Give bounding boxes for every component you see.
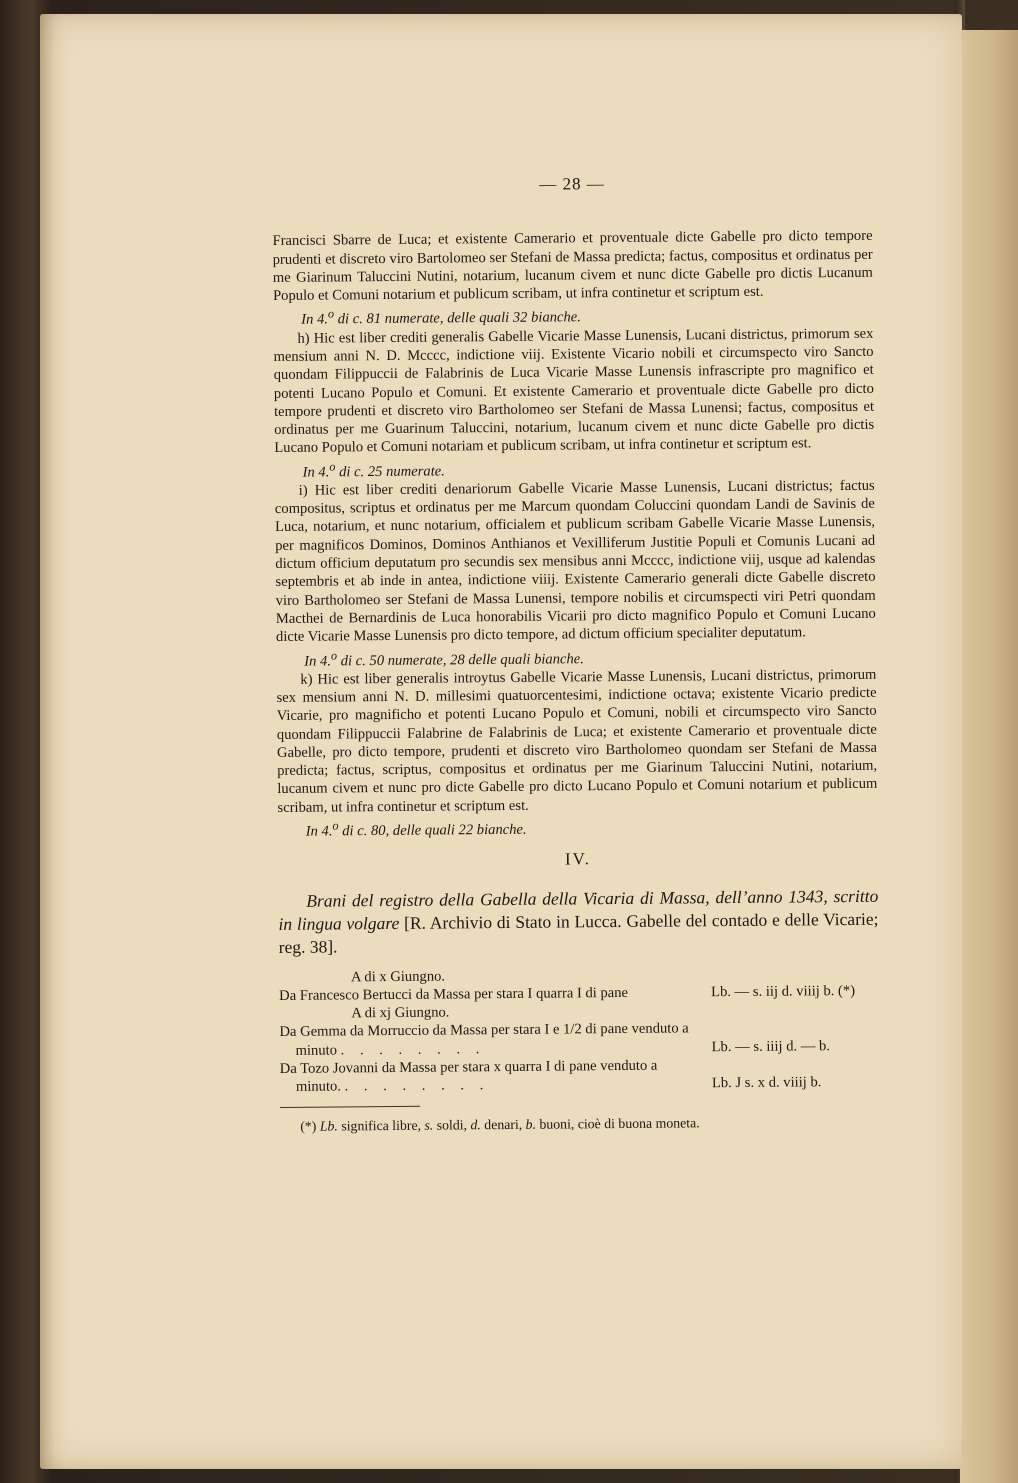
section-heading-italic: Brani del registro della Gabella della Vicaria di Massa, dell’anno 1343, scritto in lingua volgare	[278, 885, 879, 934]
ledger-entry-text: Da Francesco Bertucci da Massa per stara I quarra I di pane	[279, 984, 629, 1004]
abbr-b-meaning: buoni, cioè di buona moneta.	[535, 1114, 700, 1132]
abbr-d-meaning: denari,	[480, 1116, 526, 1132]
note-sup: o	[329, 459, 336, 474]
note-text: di c. 80, delle quali 22 bianche.	[338, 821, 527, 840]
paragraph-g-continued: Francisci Sbarre de Luca; et existente Camerario et proventuale dicte Gabelle pro dicto tempore prudenti et discreto viro Bartolomeo ser Stefani de Massa predicta; factus, compositus et ordinatus per me Giarinum Taluccini Nutini, notarium, lucanum civem et nunc dicte Gabelle pro dictis Lucanum Populo et Comuni notarium et publicum scribam, ut infra continetur et scriptum est.	[272, 228, 873, 305]
note-lead: In 4.	[302, 464, 330, 481]
ledger-entry-words: Da Tozo Jovanni da Massa per stara x quarra I di pane venduto a minuto.	[279, 1057, 658, 1096]
abbr-lb-meaning: significa libre,	[337, 1117, 425, 1134]
page-number: — 28 —	[539, 174, 605, 194]
abbr-b: b.	[525, 1116, 537, 1132]
note-text: di c. 25 numerate.	[335, 463, 445, 481]
abbr-d: d.	[470, 1116, 481, 1132]
section-heading	[278, 884, 879, 958]
ledger-entry-2	[279, 1018, 879, 1060]
ledger-entry-text	[280, 1056, 706, 1096]
footnote-mark: (*)	[300, 1118, 317, 1134]
note-lead: In 4.	[301, 311, 329, 329]
paragraph-i: i) Hic est liber crediti denariorum Gabelle Vicarie Masse Lunensis, Lucani districtus; factus compositus, scriptus et ordinatus per me Marcum quondam Coluccini quondam Landi de Savinis de Luca, notarium, et nunc notarium, officialem et publicum scribam Gabelle Vicarie Masse Lunensis, per magnificos Dominos, Dominos Anthianos et Vexilliferum Justitie Populi et Comunis Lucani ad dictum officium deputatum pro secundis sex mensibus anni Mcccc, indictione viij, usque ad kalendas septembris et ab inde in antea, indictione viiij. Existente Camerario generali dicte Gabelle discreto viro Bartholomeo ser Stefani de Massa Lunensi, tempore nobilis et circumspecti viri Petri quondam Macthei de Bernardinis de Luca honorabilis Vicarii pro dicto magnifico Populo et Comuni Lucano dicte Vicarie Masse Lunensis pro dicto tempore, ad dictum officium specialiter deputatum.	[274, 477, 876, 646]
ledger-entry-amount: Lb. — s. iiij d. — b.	[711, 1037, 831, 1055]
ledger-date-1: A di x Giungno.	[350, 968, 446, 985]
note-text: di c. 50 numerate, 28 delle quali bianche.	[336, 650, 584, 669]
footnote-rule	[280, 1105, 420, 1107]
leader-dots: . . . . . . . .	[344, 1077, 490, 1095]
ledger-entry-3	[280, 1055, 880, 1097]
paragraph-h: h) Hic est liber crediti generalis Gabelle Vicarie Masse Lunensis, Lucani districtus, primorum sex mensium anni N. D. Mcccc, indictione viij. Existente Vicario nobili et circumspecto viro Sancto quondam Filippuccii de Falabrinis de Luca Vicarie Masse Lunensis infrascripte pro magnifico et potenti Lucano Populo et Comuni. Et existente Camerario et proventuale dicte Gabelle pro dicto tempore prudenti et discreto viro Bartholomeo ser Stefani de Massa Lunensi; factus, compositus et ordinatus per me Guarinum Taluccini, notarium, lucanum civem et nunc dicte Gabelle pro dictis Lucano Populo et Comuni notariam et publicum scribam, ut infra continetur et scriptum est.	[273, 325, 875, 457]
section-number: IV.	[564, 849, 592, 869]
abbr-s-meaning: soldi,	[433, 1116, 471, 1133]
paragraph-k: k) Hic est liber generalis introytus Gabelle Vicarie Masse Lunensis, Lucani districtus, primorum sex mensium anni N. D. millesimi quatuorcentesimi, indictione octava; existente Vicario predicte Vicarie, pro magnificho et potenti Lucano Populo et Comuni, nobili et circumspecto viro Sancto quondam Filippuccii Falabrine de Falabrinis de Luca; et existente Camerario et proventuale dicte Gabelle, pro dicto tempore, prudenti et discreto viro Bartholomeo quondam ser Stefani de Massa predicta; factus, scriptus, compositus et ordinatus per me Giarinum Taluccini Nutini, notarium, lucanum civem et nunc pro dicte Gabelle pro dicto Lucano Populo et Comuni notarium et publicum scribam, ut infra continetur et scriptum est.	[276, 666, 878, 816]
leader-dots: . . . . . . . .	[340, 1040, 486, 1059]
note-sup: o	[330, 647, 338, 663]
note-lead: In 4.	[304, 652, 332, 670]
note-text: di c. 81 numerate, delle quali 32 bianche.	[334, 309, 581, 328]
ledger-entry-words: Da Gemma da Morruccio da Massa per stara I e 1/2 di pane venduto a minuto	[279, 1020, 689, 1059]
note-sup: o	[327, 306, 335, 322]
note-k	[306, 812, 878, 841]
ledger-entry-text	[279, 1020, 705, 1060]
note-lead: In 4.	[305, 823, 333, 840]
ledger-entry-amount: Lb. — s. iij d. viiij b. (*)	[711, 982, 856, 1001]
next-page-edge	[960, 30, 1018, 1483]
ledger-date-2: A di xj Giungno.	[351, 1004, 450, 1022]
abbr-s: s.	[424, 1117, 434, 1133]
page-content	[272, 173, 880, 1136]
abbr-lb: Lb.	[319, 1118, 338, 1134]
section-heading-source: [R. Archivio di Stato in Lucca. Gabelle del contado e delle Vicarie; reg. 38].	[278, 908, 879, 957]
note-sup: o	[332, 818, 339, 833]
ledger-entry-amount: Lb. J s. x d. viiij b.	[711, 1074, 822, 1092]
